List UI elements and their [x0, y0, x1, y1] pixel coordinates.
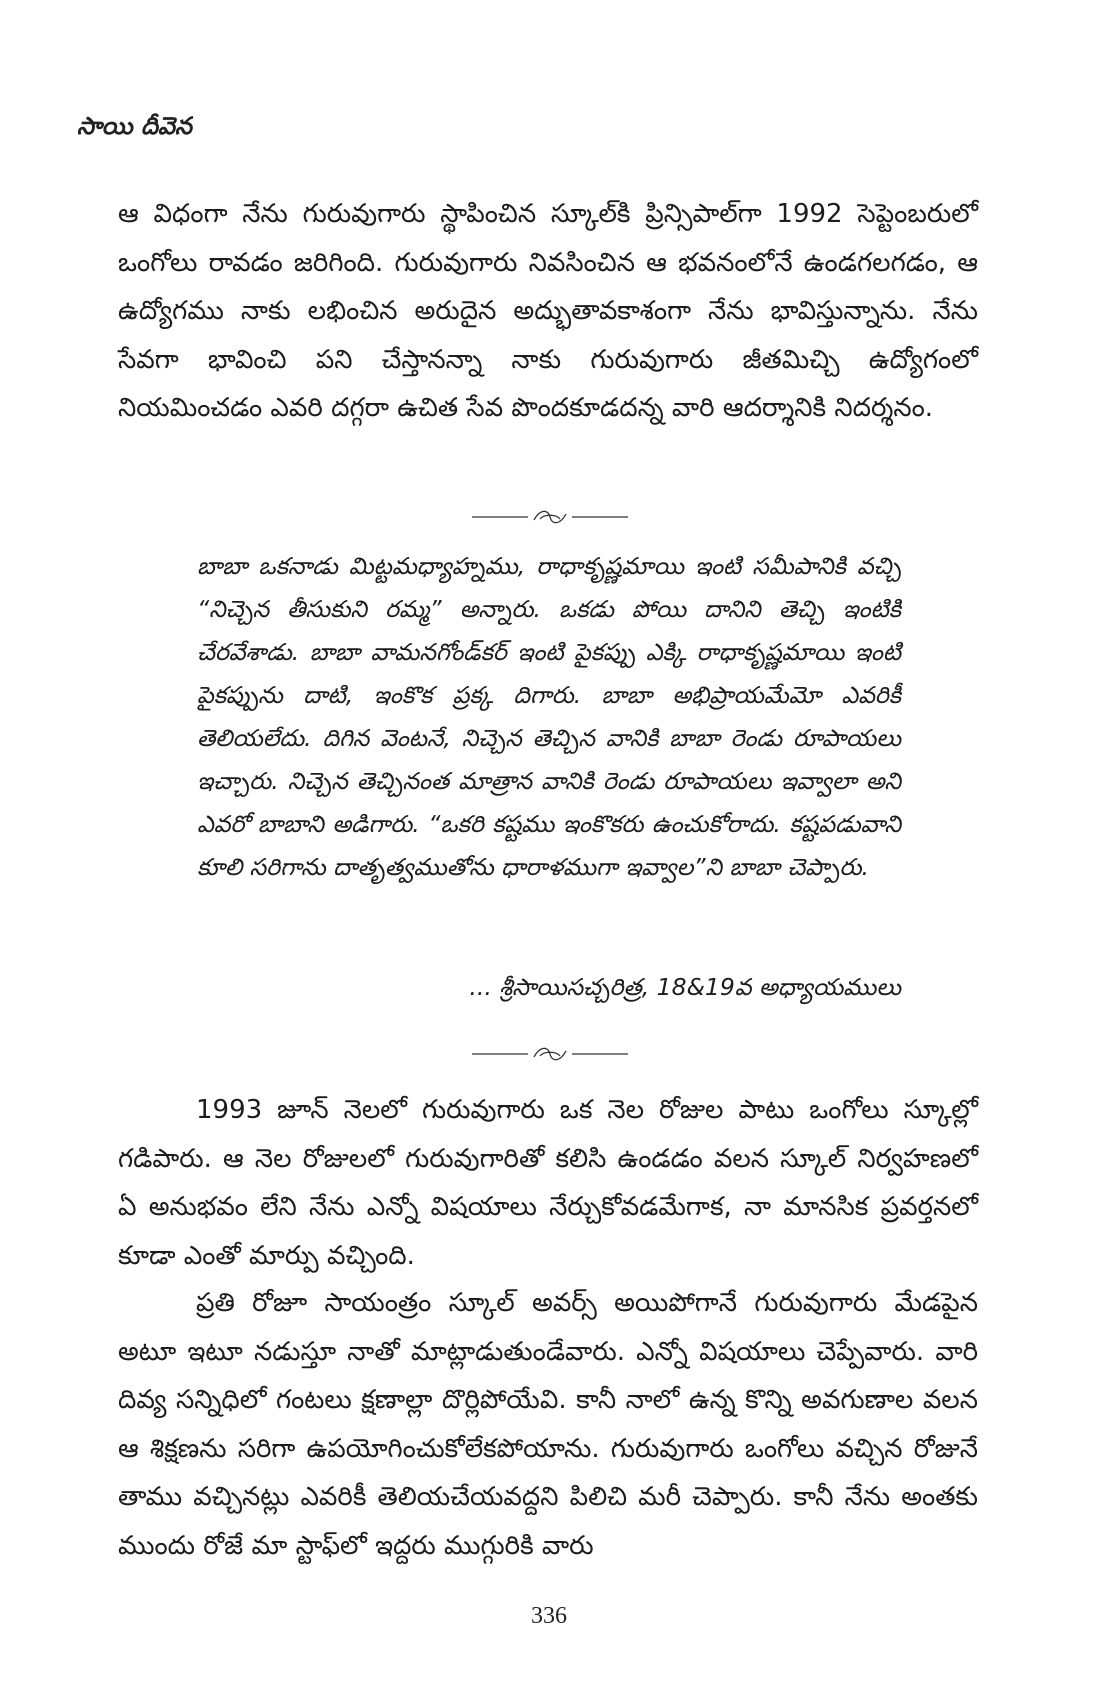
quote-attribution: ... శ్రీసాయిసచ్చరిత్ర, 18&19వ అధ్యాయములు [469, 973, 901, 1001]
ornamental-divider-top [470, 505, 630, 529]
flourish-icon [470, 1042, 630, 1066]
ornamental-divider-bottom [470, 1042, 630, 1066]
body-paragraph-1: ఆ విధంగా నేను గురువుగారు స్థాపించిన స్కూల్‌కి ప్రిన్సిపాల్‌గా 1992 సెప్టెంబరులో ఒంగోలు రావడం జరిగింది. గురువుగారు నివసించిన ఆ భవనంలోనే ఉండగలగడం, ఆ ఉద్యోగము నాకు లభించిన అరుదైన అద్భుతావకాశంగా నేను భావిస్తున్నాను. నేను సేవగా భావించి పని చేస్తానన్నా నాకు గురువుగారు జీతమిచ్చి ఉద్యోగంలో నియమించడం ఎవరి దగ్గరా ఉచిత సేవ పొందకూడదన్న వారి ఆదర్శానికి నిదర్శనం. [118, 199, 978, 423]
block-quote: బాబా ఒకనాడు మిట్టమధ్యాహ్నము, రాధాకృష్ణమాయి ఇంటి సమీపానికి వచ్చి “నిచ్చెన తీసుకుని రమ్మ” అన్నారు. ఒకడు పోయి దానిని తెచ్చి ఇంటికి చేరవేశాడు. బాబా వామనగోండ్‌కర్ ఇంటి పైకప్పు ఎక్కి రాధాకృష్ణమాయి ఇంటి పైకప్పును దాటి, ఇంకొక ప్రక్క దిగారు. బాబా అభిప్రాయమేమో ఎవరికీ తెలియలేదు. దిగిన వెంటనే, నిచ్చెన తెచ్చిన వానికి బాబా రెండు రూపాయలు ఇచ్చారు. నిచ్చెన తెచ్చినంత మాత్రాన వానికి రెండు రూపాయలు ఇవ్వాలా అని ఎవరో బాబాని అడిగారు. “ఒకరి కష్టము ఇంకొకరు ఉంచుకోరాదు. కష్టపడువాని కూలి సరిగాను దాతృత్వముతోను ధారాళముగా ఇవ్వాల”ని బాబా చెప్పారు. [197, 552, 901, 881]
running-head: సాయి దీవెన [77, 112, 192, 140]
page-number: 336 [531, 1603, 567, 1629]
flourish-icon [470, 505, 630, 529]
body-paragraph-3: ప్రతి రోజూ సాయంత్రం స్కూల్ అవర్స్ అయిపోగానే గురువుగారు మేడపైన అటూ ఇటూ నడుస్తూ నాతో మాట్లాడుతుండేవారు. ఎన్నో విషయాలు చెప్పేవారు. వారి దివ్య సన్నిధిలో గంటలు క్షణాల్లా దొర్లిపోయేవి. కానీ నాలో ఉన్న కొన్ని అవగుణాల వలన ఆ శిక్షణను సరిగా ఉపయోగించుకోలేకపోయాను. గురువుగారు ఒంగోలు వచ్చిన రోజునే తాము వచ్చినట్లు ఎవరికీ తెలియచేయవద్దని పిలిచి మరీ చెప్పారు. కానీ నేను అంతకు ముందు రోజే మా స్టాఫ్‌లో ఇద్దరు ముగ్గురికి వారు [118, 1288, 978, 1561]
body-paragraph-2: 1993 జూన్ నెలలో గురువుగారు ఒక నెల రోజుల పాటు ఒంగోలు స్కూల్లో గడిపారు. ఆ నెల రోజులలో గురువుగారితో కలిసి ఉండడం వలన స్కూల్ నిర్వహణలో ఏ అనుభవం లేని నేను ఎన్నో విషయాలు నేర్చుకోవడమేగాక, నా మానసిక ప్రవర్తనలో కూడా ఎంతో మార్పు వచ్చింది. [118, 1095, 978, 1271]
